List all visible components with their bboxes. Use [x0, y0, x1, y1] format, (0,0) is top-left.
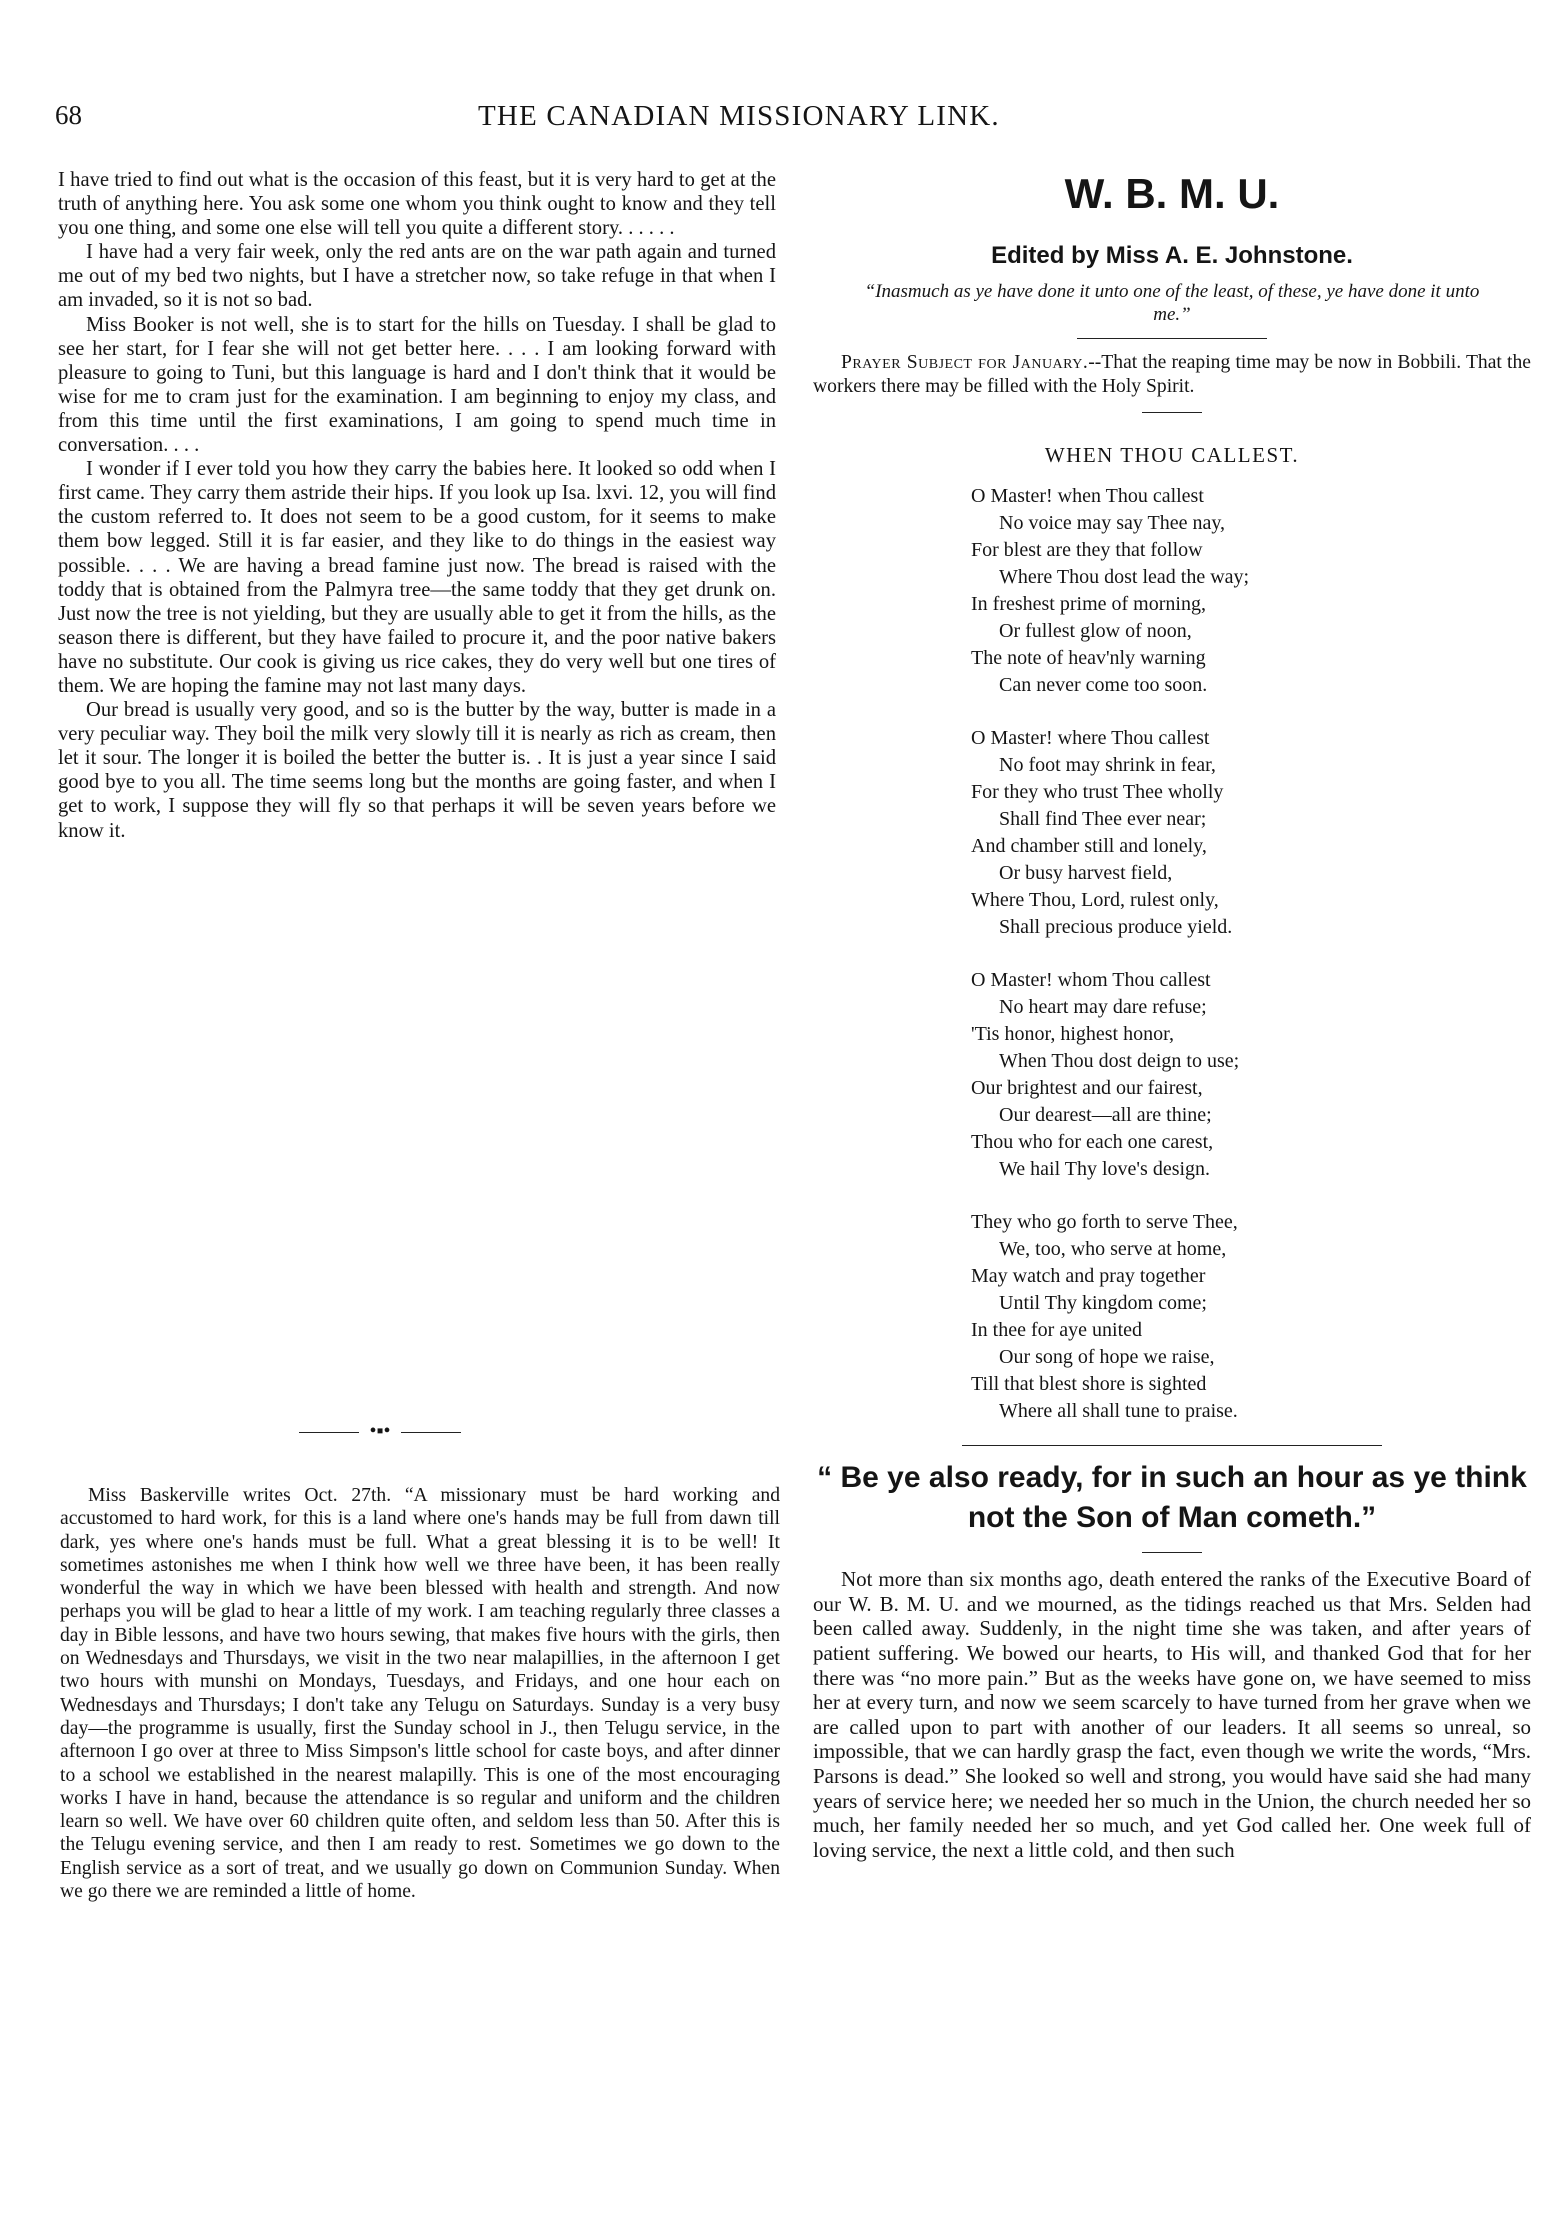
- poem-line: We, too, who serve at home,: [999, 1238, 1227, 1261]
- poem-line: No foot may shrink in fear,: [999, 754, 1216, 777]
- poem-stanza: [971, 725, 1531, 941]
- poem-line: For blest are they that follow: [971, 539, 1203, 562]
- poem-line: Can never come too soon.: [999, 674, 1208, 697]
- left-column-second-letter: [60, 1484, 780, 1903]
- poem-line: Our dearest—all are thine;: [999, 1104, 1212, 1127]
- poem-line: Till that blest shore is sighted: [971, 1373, 1207, 1396]
- section-ornament: •▪•: [230, 1420, 530, 1443]
- right-column: [813, 168, 1531, 1862]
- poem-line: Where Thou dost lead the way;: [999, 566, 1250, 589]
- poem-line: Our brightest and our fairest,: [971, 1077, 1203, 1100]
- poem-line: O Master! where Thou callest: [971, 727, 1210, 750]
- poem-stanza: [971, 967, 1531, 1183]
- left-column: [58, 168, 776, 843]
- epigraph: “Inasmuch as ye have done it unto one of the least, of these, ye have done it unto me.”: [864, 281, 1480, 326]
- poem-line: The note of heav'nly warning: [971, 647, 1206, 670]
- running-head: THE CANADIAN MISSIONARY LINK.: [478, 100, 1000, 132]
- divider: [1142, 412, 1202, 413]
- poem-line: Or fullest glow of noon,: [999, 620, 1192, 643]
- editor-line: Edited by Miss A. E. Johnstone.: [991, 242, 1353, 269]
- divider: [962, 1445, 1382, 1446]
- poem-line: Until Thy kingdom come;: [999, 1292, 1207, 1315]
- poem-line: When Thou dost deign to use;: [999, 1050, 1240, 1073]
- poem-line: Where all shall tune to praise.: [999, 1400, 1238, 1423]
- divider: [1142, 1552, 1202, 1553]
- poem-line: Shall find Thee ever near;: [999, 808, 1207, 831]
- page-number: 68: [55, 100, 82, 130]
- poem-line: 'Tis honor, highest honor,: [971, 1023, 1174, 1046]
- poem-line: In thee for aye united: [971, 1319, 1143, 1342]
- poem-line: Shall precious produce yield.: [999, 916, 1233, 939]
- prayer-text: --That the reaping time may be now in Bobbili. That the workers there may be filled with the Holy Spirit.: [813, 352, 1531, 397]
- poem-line: And chamber still and lonely,: [971, 835, 1207, 858]
- poem-line: Our song of hope we raise,: [999, 1346, 1215, 1369]
- poem-line: Where Thou, Lord, rulest only,: [971, 889, 1219, 912]
- letter-paragraph: Our bread is usually very good, and so is the butter by the way, butter is made in a very peculiar way. They boil the milk very slowly till it is nearly as rich as cream, then let it sour. The longer it is boiled the better the butter is. . It is just a year since I said good bye to you all. The time seems long but the months are going faster, and when I get to work, I suppose they will fly so that perhaps it will be seven years before we know it.: [58, 699, 776, 842]
- poem-line: O Master! whom Thou callest: [971, 969, 1211, 992]
- poem-line: We hail Thy love's design.: [999, 1158, 1211, 1181]
- letter-paragraph: I have had a very fair week, only the red ants are on the war path again and turned me out of my bed two nights, but I have a stretcher now, so take refuge in that when I am invaded, so it is not so bad.: [58, 241, 776, 312]
- poem-stanza: [971, 1209, 1531, 1425]
- prayer-label: Prayer Subject for January.: [841, 352, 1089, 374]
- letter-paragraph: Miss Booker is not well, she is to start for the hills on Tuesday. I shall be glad to see her start, for I fear she will not get better here. . . . I am looking forward with pleasure to going to Tuni, but this language is hard and I don't think that it would be wise for me to cram just for the examination. I am beginning to enjoy my class, and from this time until the first examinations, I am going to spend much time in conversation. . . .: [58, 313, 776, 457]
- poem-line: No heart may dare refuse;: [999, 996, 1207, 1019]
- letter-paragraph: I wonder if I ever told you how they carry the babies here. It looked so odd when I first came. They carry them astride their hips. If you look up Isa. lxvi. 12, you will find the custom referred to. It does not seem to be a good custom, for it seems to make them bow legged. Still it is far easier, and they like to do things in the easiest way possible. . . . We are having a bread famine just now. The bread is raised with the toddy that is obtained from the Palmyra tree—the same toddy that they get drunk on. Just now the tree is not yielding, but they are usually able to get it from the hills, as the season there is different, but they have failed to procure it, and the poor native bakers have no substitute. Our cook is giving us rice cakes, they do very well but one tires of them. We are hoping the famine may not last many days.: [58, 458, 776, 697]
- poem-line: They who go forth to serve Thee,: [971, 1211, 1238, 1234]
- prayer-subject: [813, 351, 1531, 398]
- section-title: W. B. M. U.: [1064, 170, 1280, 217]
- second-letter-paragraph: Miss Baskerville writes Oct. 27th. “A missionary must be hard working and accustomed to hard work, for this is a land where one's hands may be full from dawn till dark, yes where one's hands must be full. What a great blessing it is to be well! It sometimes astonishes me when I think how well we three have been, it has been really wonderful the way in which we have been blessed with health and strength. And now perhaps you will be glad to hear a little of my work. I am teaching regularly three classes a day in Bible lessons, and have two hours sewing, that makes five hours with the girls, then on Wednesdays and Thursdays, we visit in the two near malapillies, in the afternoon I get two hours with munshi on Mondays, Tuesdays, and Fridays, and one hour each on Wednesdays and Thursdays; I don't take any Telugu on Saturdays. Sunday is a very busy day—the programme is usually, first the Sunday school in J., then Telugu service, in the afternoon I go over at three to Miss Simpson's little school for caste boys, and after dinner to a school we established in the nearest malapilly. This is one of the most encouraging works I have in hand, because the attendance is so regular and uniform and the children learn so well. We have over 60 children quite often, and seldom less than 50. After this is the Telugu evening service, and then I am ready to rest. Sometimes we go down to the English service as a sort of treat, and we usually go down on Communion Sunday. When we go there we are reminded a little of home.: [60, 1485, 780, 1903]
- article-body: Not more than six months ago, death entered the ranks of the Executive Board of our W. B. M. U. and we mourned, as the tidings reached us that Mrs. Selden had been called away. Suddenly, in the night time she was taken, and after years of patient suffering. We bowed our hearts, to His will, and thanked God that for her there was “no more pain.” But as the weeks have gone on, we have seemed to miss her at every turn, and now we seem scarcely to have turned from her grave when we are called upon to part with another of our leaders. It all seems so unreal, so impossible, that we can hardly grasp the fact, even though we write the words, “Mrs. Parsons is dead.” She looked so well and strong, you would have said she had many years of service here; we needed her so much in the Union, the church needed her so much, her family needed her so much, and yet God called her. One week full of loving service, the next a little cold, and then such: [813, 1567, 1531, 1862]
- article-heading: “ Be ye also ready, for in such an hour as ye think not the Son of Man cometh.”: [817, 1461, 1527, 1535]
- poem-line: Thou who for each one carest,: [971, 1131, 1214, 1154]
- poem-line: May watch and pray together: [971, 1265, 1206, 1288]
- letter-paragraph: I have tried to find out what is the occasion of this feast, but it is very hard to get at the truth of anything here. You ask some one whom you think ought to know and they tell you one thing, and some one else will tell you quite a different story. . . . . .: [58, 169, 776, 240]
- divider: [1077, 338, 1267, 339]
- poem-line: No voice may say Thee nay,: [999, 512, 1226, 535]
- poem-line: In freshest prime of morning,: [971, 593, 1206, 616]
- poem-line: O Master! when Thou callest: [971, 485, 1204, 508]
- poem-stanza: [971, 483, 1531, 699]
- poem-line: Or busy harvest field,: [999, 862, 1173, 885]
- poem-line: For they who trust Thee wholly: [971, 781, 1224, 804]
- poem-title: WHEN THOU CALLEST.: [1044, 443, 1300, 468]
